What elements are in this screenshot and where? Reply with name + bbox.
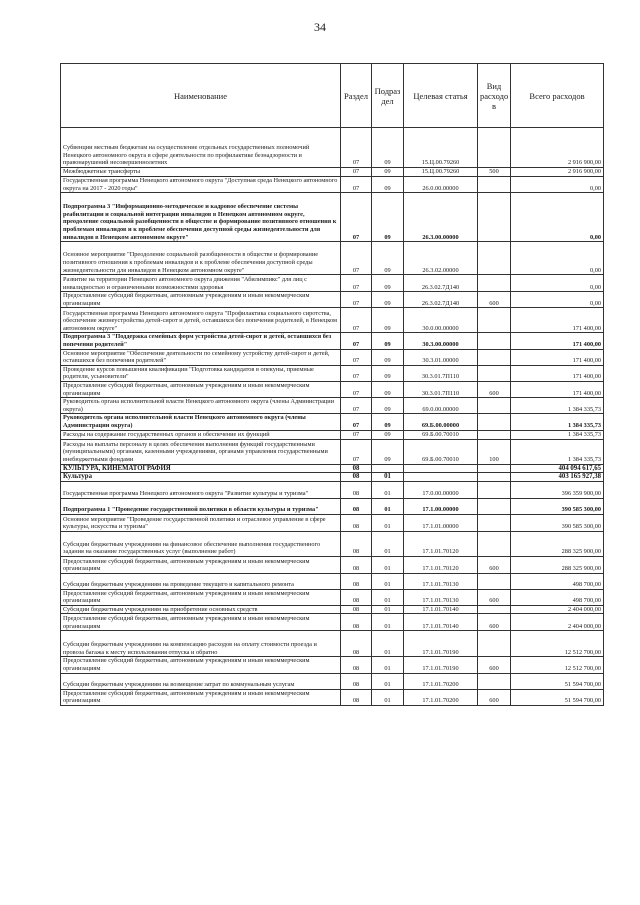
cell-target: 17.1.01.70130 — [404, 573, 478, 589]
cell-name: Культура — [61, 473, 341, 482]
cell-name: Подпрограмма 1 "Проведение государственной политики в области культуры и туризма" — [61, 498, 341, 514]
table-row — [61, 242, 604, 275]
cell-section: 07 — [341, 177, 372, 193]
cell-type — [478, 473, 511, 482]
cell-target: 17.1.01.70200 — [404, 673, 478, 689]
cell-target: 17.1.01.70120 — [404, 556, 478, 573]
table-row — [61, 657, 604, 673]
cell-type — [478, 333, 511, 349]
cell-type — [478, 414, 511, 430]
cell-target: 30.3.01.7П110 — [404, 365, 478, 381]
cell-amount: 288 325 900,00 — [511, 531, 604, 556]
cell-name: Руководитель органа исполнительной власти Ненецкого автономного округа (члены Администрации округа) — [61, 414, 341, 430]
cell-name: КУЛЬТУРА, КИНЕМАТОГРАФИЯ — [61, 464, 341, 473]
cell-subsection: 01 — [372, 531, 404, 556]
table-row — [61, 439, 604, 464]
cell-subsection: 09 — [372, 242, 404, 275]
cell-section: 08 — [341, 657, 372, 673]
table-row — [61, 333, 604, 349]
cell-amount: 404 094 617,65 — [511, 464, 604, 473]
cell-name: Основное мероприятие "Преодоление социальной разобщенности в обществе и формирование позитивного отношения к проблемам инвалидов и к проблеме обеспечения доступной среды жизнедеятельности для инвалидов в Ненецком автономном округе" — [61, 242, 341, 275]
table-row — [61, 365, 604, 381]
table-row — [61, 573, 604, 589]
cell-section: 08 — [341, 673, 372, 689]
cell-subsection: 09 — [372, 177, 404, 193]
cell-amount: 171 400,00 — [511, 333, 604, 349]
cell-section: 08 — [341, 631, 372, 657]
cell-section: 07 — [341, 398, 372, 414]
cell-type — [478, 673, 511, 689]
cell-amount: 2 916 900,00 — [511, 128, 604, 168]
cell-amount: 12 512 700,00 — [511, 657, 604, 673]
cell-section: 08 — [341, 498, 372, 514]
cell-type: 600 — [478, 689, 511, 705]
table-row — [61, 689, 604, 705]
cell-type: 600 — [478, 556, 511, 573]
cell-type — [478, 242, 511, 275]
cell-amount: 1 384 335,73 — [511, 439, 604, 464]
cell-amount: 0,00 — [511, 292, 604, 308]
table-row — [61, 398, 604, 414]
cell-target: 30.3.00.00000 — [404, 333, 478, 349]
cell-name: Межбюджетные трансферты — [61, 168, 341, 177]
cell-subsection: 09 — [372, 398, 404, 414]
cell-target: 30.3.01.7П110 — [404, 381, 478, 397]
cell-section: 07 — [341, 193, 372, 242]
cell-name: Предоставление субсидий бюджетным, автономным учреждениям и иным некоммерческим организациям — [61, 657, 341, 673]
cell-subsection: 01 — [372, 631, 404, 657]
cell-name: Субсидии бюджетным учреждениям на приобретение основных средств — [61, 605, 341, 614]
cell-target: 69.0.00.00000 — [404, 398, 478, 414]
cell-section: 07 — [341, 168, 372, 177]
page-number: 34 — [314, 20, 326, 34]
cell-amount: 171 400,00 — [511, 308, 604, 333]
cell-subsection: 01 — [372, 473, 404, 482]
cell-amount: 12 512 700,00 — [511, 631, 604, 657]
cell-amount: 0,00 — [511, 275, 604, 292]
cell-type — [478, 349, 511, 365]
cell-amount: 2 404 000,00 — [511, 605, 604, 614]
cell-subsection: 09 — [372, 308, 404, 333]
cell-type — [478, 365, 511, 381]
cell-type — [478, 573, 511, 589]
cell-subsection: 01 — [372, 573, 404, 589]
cell-name: Предоставление субсидий бюджетным, автономным учреждениям и иным некоммерческим организациям — [61, 589, 341, 605]
budget-table — [60, 63, 604, 706]
cell-target: 17.1.01.70130 — [404, 589, 478, 605]
cell-section: 08 — [341, 556, 372, 573]
cell-target: 17.1.01.70140 — [404, 605, 478, 614]
cell-section: 07 — [341, 414, 372, 430]
cell-type — [478, 481, 511, 498]
table-row — [61, 414, 604, 430]
cell-subsection: 09 — [372, 292, 404, 308]
cell-name: Руководитель органа исполнительной власти Ненецкого автономного округа (члены Администрации округа) — [61, 398, 341, 414]
cell-amount: 2 404 000,00 — [511, 614, 604, 631]
cell-name: Предоставление субсидий бюджетным, автономным учреждениям и иным некоммерческим организациям — [61, 689, 341, 705]
cell-subsection: 01 — [372, 689, 404, 705]
table-row — [61, 430, 604, 439]
column-header-target: Целевая статья — [404, 64, 478, 128]
cell-target: 15.Ц.00.79260 — [404, 128, 478, 168]
table-header-row — [61, 64, 604, 128]
cell-target — [404, 473, 478, 482]
cell-type: 500 — [478, 168, 511, 177]
cell-subsection: 01 — [372, 556, 404, 573]
cell-type: 100 — [478, 439, 511, 464]
cell-subsection: 09 — [372, 381, 404, 397]
cell-target: 17.1.00.00000 — [404, 498, 478, 514]
table-row — [61, 605, 604, 614]
cell-amount: 51 594 700,00 — [511, 673, 604, 689]
column-header-type: Вид расходо в — [478, 64, 511, 128]
table-body — [61, 128, 604, 706]
cell-section: 08 — [341, 689, 372, 705]
cell-type — [478, 498, 511, 514]
cell-section: 07 — [341, 292, 372, 308]
cell-amount: 390 585 300,00 — [511, 514, 604, 531]
cell-name: Расходы на выплаты персоналу в целях обеспечения выполнения функций государственными (муниципальными) органами, казенными учреждениями, органами управления государственными внебюджетными фондами — [61, 439, 341, 464]
cell-section: 07 — [341, 242, 372, 275]
cell-name: Субсидии бюджетным учреждениям на финансовое обеспечение выполнения государственного задания на оказание государственных услуг (выполнение работ) — [61, 531, 341, 556]
cell-subsection: 09 — [372, 193, 404, 242]
cell-amount: 171 400,00 — [511, 365, 604, 381]
cell-type — [478, 275, 511, 292]
cell-section: 08 — [341, 464, 372, 473]
cell-target: 26.3.02.7Д140 — [404, 275, 478, 292]
cell-amount: 498 700,00 — [511, 589, 604, 605]
cell-amount: 1 384 335,73 — [511, 430, 604, 439]
table-row — [61, 631, 604, 657]
cell-amount: 171 400,00 — [511, 381, 604, 397]
table-row — [61, 531, 604, 556]
cell-type — [478, 531, 511, 556]
cell-section: 08 — [341, 531, 372, 556]
table-row — [61, 464, 604, 473]
cell-target: 69.Б.00.70010 — [404, 439, 478, 464]
cell-name: Предоставление субсидий бюджетным, автономным учреждениям и иным некоммерческим организациям — [61, 381, 341, 397]
cell-amount: 0,00 — [511, 193, 604, 242]
cell-section: 08 — [341, 573, 372, 589]
cell-name: Государственная программа Ненецкого автономного округа "Доступная среда Ненецкого автономного округа на 2017 - 2020 годы" — [61, 177, 341, 193]
cell-subsection: 09 — [372, 275, 404, 292]
cell-subsection: 09 — [372, 414, 404, 430]
table-row — [61, 381, 604, 397]
cell-type — [478, 398, 511, 414]
cell-section: 07 — [341, 381, 372, 397]
cell-target: 17.1.01.70120 — [404, 531, 478, 556]
cell-type: 600 — [478, 589, 511, 605]
cell-subsection: 01 — [372, 514, 404, 531]
cell-amount: 288 325 900,00 — [511, 556, 604, 573]
cell-name: Предоставление субсидий бюджетным, автономным учреждениям и иным некоммерческим организациям — [61, 556, 341, 573]
table-row — [61, 556, 604, 573]
cell-type: 600 — [478, 381, 511, 397]
cell-type — [478, 605, 511, 614]
column-header-subsection: Подраз дел — [372, 64, 404, 128]
cell-name: Предоставление субсидий бюджетным, автономным учреждениям и иным некоммерческим организациям — [61, 614, 341, 631]
cell-target: 69.Б.00.70010 — [404, 430, 478, 439]
cell-subsection: 01 — [372, 673, 404, 689]
cell-subsection: 01 — [372, 498, 404, 514]
column-header-total: Всего расходов — [511, 64, 604, 128]
cell-name: Подпрограмма 3 "Поддержка семейных форм устройства детей-сирот и детей, оставшихся без попечения родителей" — [61, 333, 341, 349]
cell-target: 26.3.02.7Д140 — [404, 292, 478, 308]
cell-amount: 403 165 927,38 — [511, 473, 604, 482]
cell-name: Государственная программа Ненецкого автономного округа "Развитие культуры и туризма" — [61, 481, 341, 498]
cell-amount: 390 585 300,00 — [511, 498, 604, 514]
cell-target — [404, 464, 478, 473]
cell-type — [478, 464, 511, 473]
cell-name: Предоставление субсидий бюджетным, автономным учреждениям и иным некоммерческим организациям — [61, 292, 341, 308]
cell-type — [478, 631, 511, 657]
cell-type — [478, 430, 511, 439]
cell-section: 07 — [341, 439, 372, 464]
cell-subsection: 09 — [372, 365, 404, 381]
cell-name: Субсидии бюджетным учреждениям на компенсацию расходов на оплату стоимости проезда и провоза багажа к месту использования отпуска и обратно — [61, 631, 341, 657]
cell-target: 69.Б.00.00000 — [404, 414, 478, 430]
cell-name: Государственная программа Ненецкого автономного округа "Профилактика социального сиротства, обеспечение жизнеустройства детей-сирот и детей, оставшихся без попечения родителей, в Ненецком автономном округе" — [61, 308, 341, 333]
cell-amount: 0,00 — [511, 242, 604, 275]
table-row — [61, 481, 604, 498]
cell-section: 07 — [341, 430, 372, 439]
cell-type: 600 — [478, 657, 511, 673]
table-row — [61, 514, 604, 531]
cell-type — [478, 128, 511, 168]
table-row — [61, 168, 604, 177]
cell-subsection: 09 — [372, 430, 404, 439]
cell-section: 07 — [341, 275, 372, 292]
table-row — [61, 308, 604, 333]
cell-target: 26.0.00.00000 — [404, 177, 478, 193]
cell-target: 30.3.01.00000 — [404, 349, 478, 365]
column-header-section: Раздел — [341, 64, 372, 128]
table-row — [61, 292, 604, 308]
cell-subsection: 01 — [372, 657, 404, 673]
cell-subsection — [372, 464, 404, 473]
cell-section: 07 — [341, 128, 372, 168]
table-row — [61, 177, 604, 193]
cell-target: 30.0.00.00000 — [404, 308, 478, 333]
table-row — [61, 473, 604, 482]
cell-amount: 1 384 335,73 — [511, 414, 604, 430]
cell-section: 08 — [341, 589, 372, 605]
cell-type — [478, 514, 511, 531]
cell-section: 08 — [341, 605, 372, 614]
table-row — [61, 349, 604, 365]
cell-name: Расходы на содержание государственных органов и обеспечение их функций — [61, 430, 341, 439]
cell-section: 07 — [341, 349, 372, 365]
cell-type — [478, 193, 511, 242]
cell-target: 26.3.02.00000 — [404, 242, 478, 275]
table-row — [61, 275, 604, 292]
table-row — [61, 614, 604, 631]
cell-name: Субсидии бюджетным учреждениям на проведение текущего и капитального ремонта — [61, 573, 341, 589]
cell-target: 26.3.00.00000 — [404, 193, 478, 242]
table-row — [61, 673, 604, 689]
cell-amount: 1 384 335,73 — [511, 398, 604, 414]
cell-section: 08 — [341, 473, 372, 482]
cell-subsection: 01 — [372, 614, 404, 631]
cell-section: 08 — [341, 614, 372, 631]
cell-name: Основное мероприятие "Проведение государственной политики и отраслевое управление в сфере культуры, искусства и туризма" — [61, 514, 341, 531]
column-header-name: Наименование — [61, 64, 341, 128]
table-row — [61, 498, 604, 514]
cell-type: 600 — [478, 614, 511, 631]
cell-section: 07 — [341, 365, 372, 381]
cell-target: 17.1.01.70200 — [404, 689, 478, 705]
cell-name: Основное мероприятие "Обеспечение деятельности по семейному устройству детей-сирот и детей, оставшихся без попечения родителей" — [61, 349, 341, 365]
cell-amount: 0,00 — [511, 177, 604, 193]
table-row — [61, 193, 604, 242]
cell-amount: 498 700,00 — [511, 573, 604, 589]
cell-target: 17.1.01.70190 — [404, 631, 478, 657]
cell-target: 15.Ц.00.79260 — [404, 168, 478, 177]
cell-name: Подпрограмма 3 "Информационно-методическое и кадровое обеспечение системы реабилитации и социальной интеграции инвалидов в Ненецком автономном округе, преодоление социальной разобщенности в обществе и формирование позитивного отношения к проблемам инвалидов и к проблеме обеспечения доступной среды жизнедеятельности для инвалидов в Ненецком автономном округе" — [61, 193, 341, 242]
cell-section: 07 — [341, 308, 372, 333]
cell-subsection: 09 — [372, 349, 404, 365]
cell-target: 17.1.01.00000 — [404, 514, 478, 531]
cell-amount: 396 359 900,00 — [511, 481, 604, 498]
cell-type — [478, 308, 511, 333]
cell-amount: 51 594 700,00 — [511, 689, 604, 705]
cell-subsection: 01 — [372, 481, 404, 498]
cell-section: 07 — [341, 333, 372, 349]
cell-subsection: 01 — [372, 605, 404, 614]
cell-target: 17.0.00.00000 — [404, 481, 478, 498]
cell-type: 600 — [478, 292, 511, 308]
cell-amount: 171 400,00 — [511, 349, 604, 365]
cell-subsection: 09 — [372, 333, 404, 349]
cell-subsection: 09 — [372, 128, 404, 168]
cell-target: 17.1.01.70140 — [404, 614, 478, 631]
cell-amount: 2 916 900,00 — [511, 168, 604, 177]
cell-name: Проведение курсов повышения квалификации "Подготовка кандидатов в опекуны, приемные родители, усыновители" — [61, 365, 341, 381]
cell-subsection: 09 — [372, 439, 404, 464]
table-row — [61, 128, 604, 168]
cell-name: Субвенции местным бюджетам на осуществление отдельных государственных полномочий Ненецкого автономного округа в сфере деятельности по профилактике безнадзорности и правонарушений несовершеннолетних — [61, 128, 341, 168]
cell-name: Развитие на территории Ненецкого автономного округа движения "Абилимпикс" для лиц с инвалидностью и ограниченными возможностями здоровья — [61, 275, 341, 292]
cell-name: Субсидии бюджетным учреждениям на возмещение затрат по коммунальным услугам — [61, 673, 341, 689]
cell-section: 08 — [341, 514, 372, 531]
cell-type — [478, 177, 511, 193]
cell-subsection: 01 — [372, 589, 404, 605]
cell-target: 17.1.01.70190 — [404, 657, 478, 673]
table-row — [61, 589, 604, 605]
cell-subsection: 09 — [372, 168, 404, 177]
cell-section: 08 — [341, 481, 372, 498]
